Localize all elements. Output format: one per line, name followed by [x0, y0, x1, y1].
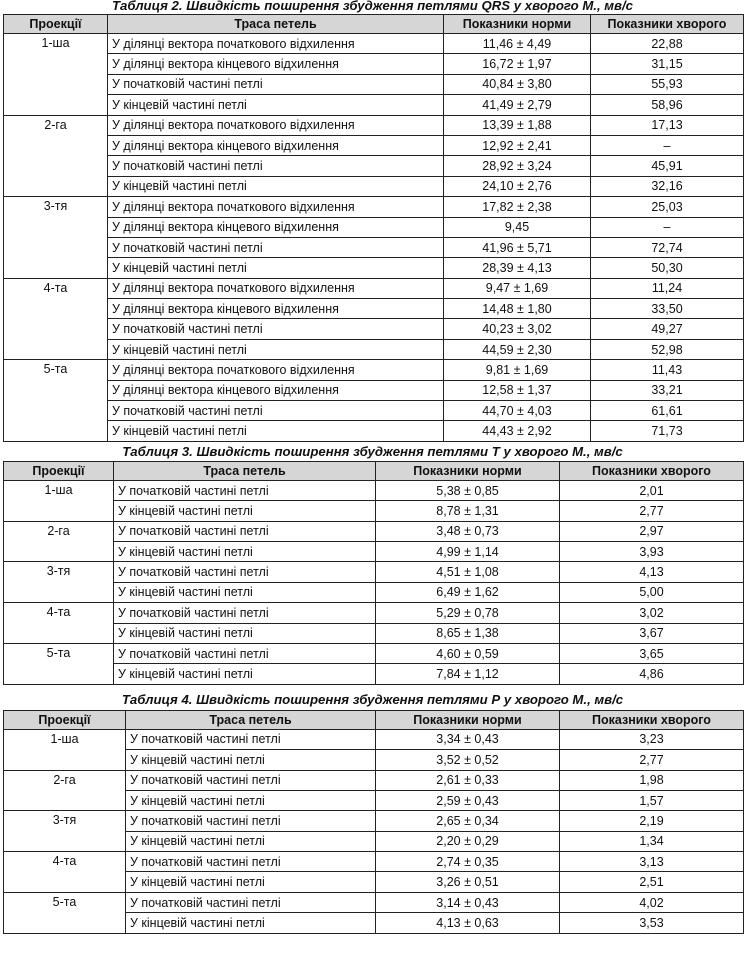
- patient-cell: 3,67: [560, 623, 744, 643]
- norm-cell: 2,65 ± 0,34: [376, 811, 560, 831]
- table-row: [4, 339, 744, 359]
- header-patient: Показники хворого: [591, 15, 744, 34]
- trace-cell: У кінцевій частині петлі: [114, 582, 376, 602]
- header-projection: Проекції: [4, 461, 114, 480]
- projection-cell: 4-та: [4, 603, 114, 644]
- norm-cell: 3,52 ± 0,52: [376, 750, 560, 770]
- norm-cell: 8,78 ± 1,31: [376, 501, 560, 521]
- table-row: [4, 770, 744, 790]
- trace-cell: У початковій частині петлі: [108, 156, 444, 176]
- trace-cell: У початковій частині петлі: [114, 603, 376, 623]
- patient-cell: 4,13: [560, 562, 744, 582]
- norm-cell: 40,23 ± 3,02: [444, 319, 591, 339]
- trace-cell: У ділянці вектора кінцевого відхилення: [108, 217, 444, 237]
- patient-cell: 3,53: [560, 913, 744, 933]
- norm-cell: 41,96 ± 5,71: [444, 237, 591, 257]
- patient-cell: 11,43: [591, 360, 744, 380]
- projection-cell: 1-ша: [4, 34, 108, 116]
- patient-cell: 3,23: [560, 729, 744, 749]
- norm-cell: 7,84 ± 1,12: [376, 664, 560, 684]
- header-patient: Показники хворого: [560, 461, 744, 480]
- trace-cell: У ділянці вектора початкового відхилення: [108, 34, 444, 54]
- norm-cell: 44,59 ± 2,30: [444, 339, 591, 359]
- header-trace: Траса петель: [114, 461, 376, 480]
- patient-cell: 2,77: [560, 501, 744, 521]
- trace-cell: У кінцевій частині петлі: [108, 258, 444, 278]
- patient-cell: 2,51: [560, 872, 744, 892]
- norm-cell: 9,81 ± 1,69: [444, 360, 591, 380]
- norm-cell: 5,38 ± 0,85: [376, 480, 560, 500]
- table-row: [4, 156, 744, 176]
- projection-cell: 2-га: [4, 115, 108, 197]
- patient-cell: 45,91: [591, 156, 744, 176]
- trace-cell: У кінцевій частині петлі: [108, 176, 444, 196]
- header-norm: Показники норми: [444, 15, 591, 34]
- header-trace: Траса петель: [108, 15, 444, 34]
- trace-cell: У початковій частині петлі: [114, 480, 376, 500]
- norm-cell: 4,13 ± 0,63: [376, 913, 560, 933]
- trace-cell: У кінцевій частині петлі: [126, 790, 376, 810]
- trace-cell: У кінцевій частині петлі: [126, 750, 376, 770]
- trace-cell: У початковій частині петлі: [114, 562, 376, 582]
- projection-cell: 3-тя: [4, 562, 114, 603]
- header-patient: Показники хворого: [560, 710, 744, 729]
- table4-header-row: [4, 710, 744, 729]
- trace-cell: У початковій частині петлі: [108, 74, 444, 94]
- table-row: [4, 54, 744, 74]
- trace-cell: У ділянці вектора кінцевого відхилення: [108, 299, 444, 319]
- patient-cell: 1,34: [560, 831, 744, 851]
- patient-cell: 1,98: [560, 770, 744, 790]
- projection-cell: 5-та: [4, 360, 108, 442]
- patient-cell: –: [591, 217, 744, 237]
- trace-cell: У початковій частині петлі: [126, 892, 376, 912]
- projection-cell: 1-ша: [4, 480, 114, 521]
- table3: [3, 461, 744, 685]
- projection-cell: 4-та: [4, 852, 126, 893]
- projection-cell: 5-та: [4, 892, 126, 933]
- table-row: [4, 401, 744, 421]
- norm-cell: 12,92 ± 2,41: [444, 135, 591, 155]
- header-projection: Проекції: [4, 710, 126, 729]
- trace-cell: У початковій частині петлі: [126, 770, 376, 790]
- patient-cell: 49,27: [591, 319, 744, 339]
- table-row: [4, 562, 744, 582]
- norm-cell: 12,58 ± 1,37: [444, 380, 591, 400]
- trace-cell: У початковій частині петлі: [126, 811, 376, 831]
- table-row: [4, 852, 744, 872]
- table-row: [4, 421, 744, 441]
- norm-cell: 44,70 ± 4,03: [444, 401, 591, 421]
- table-row: [4, 380, 744, 400]
- norm-cell: 4,60 ± 0,59: [376, 643, 560, 663]
- table4-caption: Таблиця 4. Швидкість поширення збудження петлями Р у хворого М., мв/с: [121, 691, 624, 707]
- norm-cell: 16,72 ± 1,97: [444, 54, 591, 74]
- table-row: [4, 643, 744, 663]
- trace-cell: У кінцевій частині петлі: [114, 501, 376, 521]
- patient-cell: 4,86: [560, 664, 744, 684]
- table-row: [4, 892, 744, 912]
- norm-cell: 2,59 ± 0,43: [376, 790, 560, 810]
- table-row: [4, 115, 744, 135]
- patient-cell: 50,30: [591, 258, 744, 278]
- patient-cell: –: [591, 135, 744, 155]
- header-projection: Проекції: [4, 15, 108, 34]
- patient-cell: 3,13: [560, 852, 744, 872]
- trace-cell: У початковій частині петлі: [126, 852, 376, 872]
- trace-cell: У початковій частині петлі: [126, 729, 376, 749]
- table2-caption: Таблиця 2. Швидкість поширення збудження петлями QRS у хворого М., мв/с: [111, 0, 634, 13]
- table-row: [4, 603, 744, 623]
- norm-cell: 9,45: [444, 217, 591, 237]
- patient-cell: 25,03: [591, 197, 744, 217]
- table-row: [4, 135, 744, 155]
- trace-cell: У ділянці вектора початкового відхилення: [108, 278, 444, 298]
- table-row: [4, 176, 744, 196]
- patient-cell: 3,65: [560, 643, 744, 663]
- norm-cell: 4,99 ± 1,14: [376, 541, 560, 561]
- norm-cell: 14,48 ± 1,80: [444, 299, 591, 319]
- trace-cell: У ділянці вектора початкового відхилення: [108, 360, 444, 380]
- table-row: [4, 237, 744, 257]
- patient-cell: 4,02: [560, 892, 744, 912]
- table4-body: [4, 729, 744, 933]
- trace-cell: У ділянці вектора початкового відхилення: [108, 197, 444, 217]
- table-row: [4, 197, 744, 217]
- norm-cell: 44,43 ± 2,92: [444, 421, 591, 441]
- norm-cell: 9,47 ± 1,69: [444, 278, 591, 298]
- table-row: [4, 258, 744, 278]
- norm-cell: 3,26 ± 0,51: [376, 872, 560, 892]
- table-row: [4, 34, 744, 54]
- trace-cell: У кінцевій частині петлі: [126, 872, 376, 892]
- norm-cell: 24,10 ± 2,76: [444, 176, 591, 196]
- projection-cell: 5-та: [4, 643, 114, 684]
- norm-cell: 3,34 ± 0,43: [376, 729, 560, 749]
- patient-cell: 52,98: [591, 339, 744, 359]
- table3-header-row: [4, 461, 744, 480]
- trace-cell: У ділянці вектора кінцевого відхилення: [108, 135, 444, 155]
- patient-cell: 1,57: [560, 790, 744, 810]
- table-row: [4, 95, 744, 115]
- projection-cell: 3-тя: [4, 811, 126, 852]
- patient-cell: 71,73: [591, 421, 744, 441]
- trace-cell: У кінцевій частині петлі: [108, 421, 444, 441]
- patient-cell: 3,02: [560, 603, 744, 623]
- patient-cell: 11,24: [591, 278, 744, 298]
- norm-cell: 2,61 ± 0,33: [376, 770, 560, 790]
- trace-cell: У кінцевій частині петлі: [114, 623, 376, 643]
- norm-cell: 2,20 ± 0,29: [376, 831, 560, 851]
- patient-cell: 33,21: [591, 380, 744, 400]
- table-row: [4, 299, 744, 319]
- norm-cell: 11,46 ± 4,49: [444, 34, 591, 54]
- trace-cell: У кінцевій частині петлі: [108, 339, 444, 359]
- trace-cell: У ділянці вектора кінцевого відхилення: [108, 54, 444, 74]
- patient-cell: 2,19: [560, 811, 744, 831]
- table-row: [4, 278, 744, 298]
- table-row: [4, 623, 744, 643]
- patient-cell: 32,16: [591, 176, 744, 196]
- header-norm: Показники норми: [376, 461, 560, 480]
- norm-cell: 40,84 ± 3,80: [444, 74, 591, 94]
- patient-cell: 17,13: [591, 115, 744, 135]
- trace-cell: У кінцевій частині петлі: [126, 913, 376, 933]
- projection-cell: 2-га: [4, 770, 126, 811]
- patient-cell: 5,00: [560, 582, 744, 602]
- trace-cell: У початковій частині петлі: [114, 521, 376, 541]
- patient-cell: 22,88: [591, 34, 744, 54]
- projection-cell: 1-ша: [4, 729, 126, 770]
- patient-cell: 72,74: [591, 237, 744, 257]
- trace-cell: У кінцевій частині петлі: [114, 664, 376, 684]
- norm-cell: 5,29 ± 0,78: [376, 603, 560, 623]
- patient-cell: 33,50: [591, 299, 744, 319]
- table-row: [4, 541, 744, 561]
- trace-cell: У початковій частині петлі: [108, 319, 444, 339]
- projection-cell: 3-тя: [4, 197, 108, 279]
- norm-cell: 6,49 ± 1,62: [376, 582, 560, 602]
- table-row: [4, 360, 744, 380]
- table-row: [4, 582, 744, 602]
- patient-cell: 3,93: [560, 541, 744, 561]
- table3-caption: Таблиця 3. Швидкість поширення збудження петлями Т у хворого М., мв/с: [122, 443, 623, 459]
- table-row: [4, 480, 744, 500]
- trace-cell: У ділянці вектора початкового відхилення: [108, 115, 444, 135]
- norm-cell: 8,65 ± 1,38: [376, 623, 560, 643]
- table-row: [4, 521, 744, 541]
- table4: [3, 710, 744, 934]
- table-row: [4, 729, 744, 749]
- table2: [3, 14, 744, 442]
- table-row: [4, 664, 744, 684]
- norm-cell: 41,49 ± 2,79: [444, 95, 591, 115]
- patient-cell: 61,61: [591, 401, 744, 421]
- norm-cell: 13,39 ± 1,88: [444, 115, 591, 135]
- norm-cell: 17,82 ± 2,38: [444, 197, 591, 217]
- norm-cell: 3,14 ± 0,43: [376, 892, 560, 912]
- table-row: [4, 319, 744, 339]
- norm-cell: 28,92 ± 3,24: [444, 156, 591, 176]
- norm-cell: 4,51 ± 1,08: [376, 562, 560, 582]
- table2-header-row: [4, 15, 744, 34]
- projection-cell: 2-га: [4, 521, 114, 562]
- trace-cell: У початковій частині петлі: [108, 401, 444, 421]
- patient-cell: 2,01: [560, 480, 744, 500]
- table-row: [4, 74, 744, 94]
- trace-cell: У кінцевій частині петлі: [126, 831, 376, 851]
- table-row: [4, 501, 744, 521]
- norm-cell: 2,74 ± 0,35: [376, 852, 560, 872]
- header-trace: Траса петель: [126, 710, 376, 729]
- table-row: [4, 811, 744, 831]
- trace-cell: У початковій частині петлі: [114, 643, 376, 663]
- norm-cell: 3,48 ± 0,73: [376, 521, 560, 541]
- patient-cell: 58,96: [591, 95, 744, 115]
- table3-body: [4, 480, 744, 684]
- patient-cell: 31,15: [591, 54, 744, 74]
- header-norm: Показники норми: [376, 710, 560, 729]
- patient-cell: 2,97: [560, 521, 744, 541]
- patient-cell: 55,93: [591, 74, 744, 94]
- trace-cell: У початковій частині петлі: [108, 237, 444, 257]
- projection-cell: 4-та: [4, 278, 108, 360]
- table-row: [4, 217, 744, 237]
- trace-cell: У ділянці вектора кінцевого відхилення: [108, 380, 444, 400]
- patient-cell: 2,77: [560, 750, 744, 770]
- table2-body: [4, 34, 744, 442]
- trace-cell: У кінцевій частині петлі: [114, 541, 376, 561]
- norm-cell: 28,39 ± 4,13: [444, 258, 591, 278]
- trace-cell: У кінцевій частині петлі: [108, 95, 444, 115]
